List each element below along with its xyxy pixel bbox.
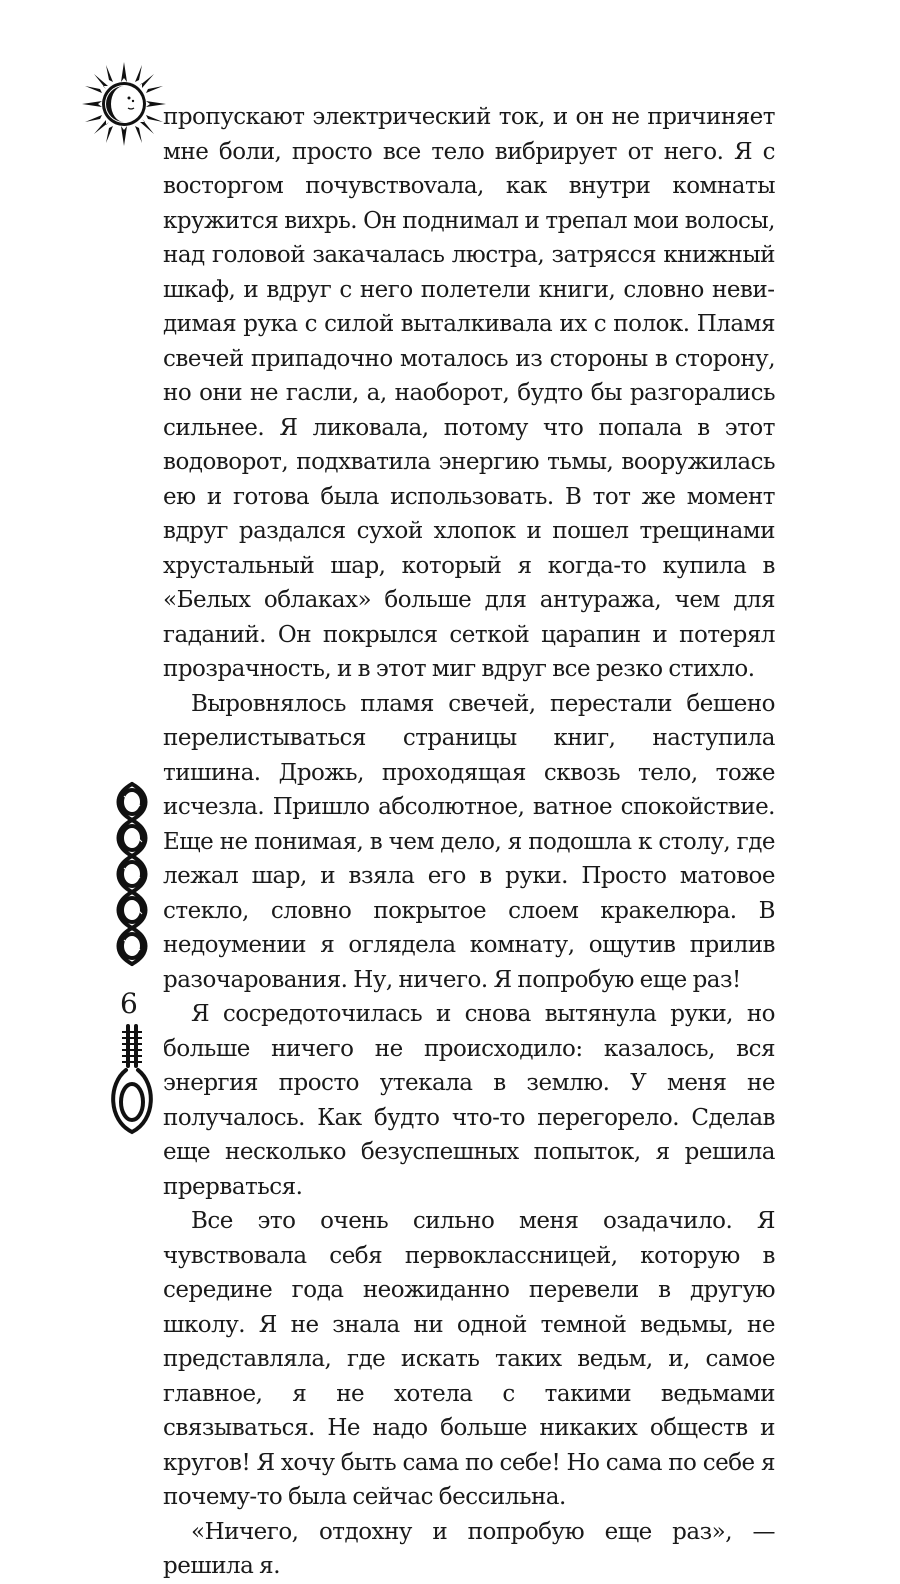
paragraph: Все это очень сильно меня озадачило. Я чувствовала себя первоклассницей, которую в середине года неожиданно перевели в другую школу. Я не знала ни одной темной ведьмы, не представляла, где искать таких ведьм, и, самое главное, я не хотела с такими ведьмами связываться. Не надо больше никаких обществ и кругов! Я хочу быть сама по себе! Но сама по себе я почему-то была сейчас бессильна. [163,1208,775,1510]
paragraph: Выровнялось пламя свечей, перестали бешено перелистываться страницы книг, наступила тишина. Дрожь, проходящая сквозь тело, тоже исчезла. Пришло абсолютное, ватное спокойствие. Еще не понимая, в чем дело, я подошла к столу, где лежал шар, и взяла его в руки. Просто матовое стекло, словно покрытое слоем кракелюра. В недоумении я оглядела комнату, ощутив прилив разочарования. Ну, ничего. Я попробую еще раз! [163,690,775,993]
paragraph: пропускают электрический ток, и он не причиняет мне боли, просто все тело вибрирует от него. Я с восторгом почувствоvала, как внутри комнаты кружится вихрь. Он поднимал и трепал мои волосы, над головой закачалась люстра, затрясся книжный шкаф, и вдруг с него полетели книги, словно невидимая рука с силой выталкивала их с полок. Пламя свечей припадочно моталось из стороны в сторону, но они не гасли, а, наоборот, будто бы разгорались сильнее. Я ликовала, потому что попала в этот водоворот, подхватила энергию тьмы, вооружилась ею и готова была использовать. В тот же момент вдруг раздался сухой хлопок и пошел трещинами хрустальный шар, который я когда-то купила в «Белых облаках» больше для антуража, чем для гаданий. Он покрылся сеткой царапин и потерял прозрачность, и в этот миг вдруг все резко стихло. [163,104,775,682]
body-text [163,100,775,1584]
rope-knot-icon [104,780,160,1140]
page-number: 6 [120,987,138,1020]
paragraph: «Ничего, отдохну и попробую еще раз», — решила я. [163,1518,775,1579]
paragraph: Я сосредоточилась и снова вытянула руки, но больше ничего не происходило: казалось, вся энергия просто утекала в землю. У меня не получалось. Как будто что-то перегорело. Сделав еще несколько безуспешных попыток, я решила прерваться. [163,1001,775,1200]
sun-moon-icon [80,60,168,148]
